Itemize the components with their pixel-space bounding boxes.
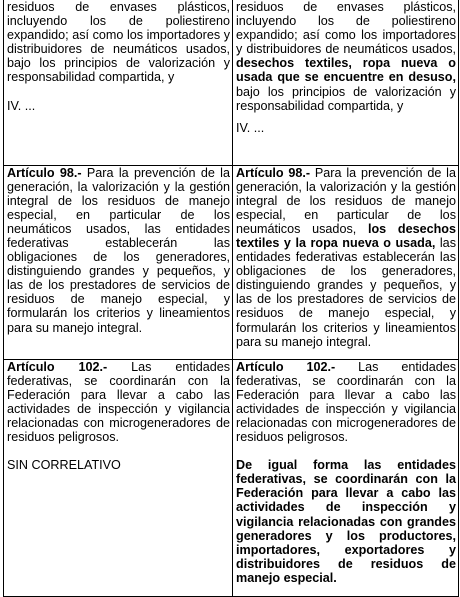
paragraph: [236, 0, 456, 113]
table-row: [4, 165, 459, 359]
fraction-iv: IV. ...: [236, 120, 265, 135]
article-body: las entidades federativas establecerán las obligaciones de los generadores, distinguiendo grandes y pequeños, y las de los prestadores de servicios de residuos de manejo especial, y formularán los criterios y lineamientos para su manejo integral.: [236, 235, 456, 349]
article-102: [7, 360, 230, 445]
article-98: [7, 166, 230, 335]
article-heading: Artículo 102.-: [236, 359, 336, 374]
proposed-text-cell: [233, 0, 459, 165]
article-heading: Artículo 102.-: [7, 359, 108, 374]
proposed-text-cell: [233, 359, 459, 596]
article-body: Para la prevención de la generación, la valorización y la gestión integral de los residuos de manejo especial, en particular de los neumáticos usados,: [236, 165, 456, 236]
paragraph: residuos de envases plásticos, incluyendo los de poliestireno expandido; así como los importadores y distribuidores de neumáticos usados, bajo los principios de valorización y responsabilidad compartida, y: [7, 0, 230, 85]
article-heading: Artículo 98.-: [236, 165, 311, 180]
article-body: Las entidades federativas, se coordinarán con la Federación para llevar a cabo las actividades de inspección y vigilancia relacionadas con microgeneradores de residuos peligrosos.: [236, 359, 457, 444]
article-body: Para la prevención de la generación, la valorización y la gestión integral de los residuos de manejo especial, en particular de los neumáticos usados, las entidades federativas establecerán las obligaciones de los generadores, distinguiendo grandes y pequeños, y las de los prestadores de servicios de residuos de manejo especial, y formularán los criterios y lineamientos para su manejo integral.: [7, 165, 230, 335]
table-row: [4, 0, 459, 165]
current-text-cell: [4, 165, 233, 359]
current-text-cell: [4, 0, 233, 165]
added-paragraph: [236, 458, 456, 585]
text-run: bajo los principios de valorización y responsabilidad compartida, y: [236, 84, 456, 113]
article-body: Las entidades federativas, se coordinarán con la Federación para llevar a cabo las actividades de inspección y vigilancia relacionadas con microgeneradores de residuos peligrosos.: [7, 359, 231, 444]
article-heading: Artículo 98.-: [7, 165, 82, 180]
article-98: [236, 166, 456, 349]
article-102: [236, 360, 456, 445]
fraction-iv: IV. ...: [7, 98, 36, 113]
table-row: [4, 359, 459, 596]
no-correlative-note: SIN CORRELATIVO: [7, 458, 121, 473]
proposed-text-cell: [233, 165, 459, 359]
added-text: los desechos textiles y la ropa nueva o usada,: [236, 221, 456, 250]
comparison-table: [3, 0, 459, 597]
added-text: De igual forma las entidades federativas, se coordinarán con la Federación para llevar a cabo las actividades de inspección y vigilancia relacionadas con grandes generadores y los productores, importadores, exportadores y distribuidores de residuos de manejo especial.: [236, 458, 456, 585]
added-text: desechos textiles, ropa nueva o usada que se encuentre en desuso,: [236, 56, 456, 85]
text-run: residuos de envases plásticos, incluyendo los de poliestireno expandido; así como los importadores y distribuidores de neumáticos usados,: [236, 0, 456, 57]
current-text-cell: [4, 359, 233, 596]
